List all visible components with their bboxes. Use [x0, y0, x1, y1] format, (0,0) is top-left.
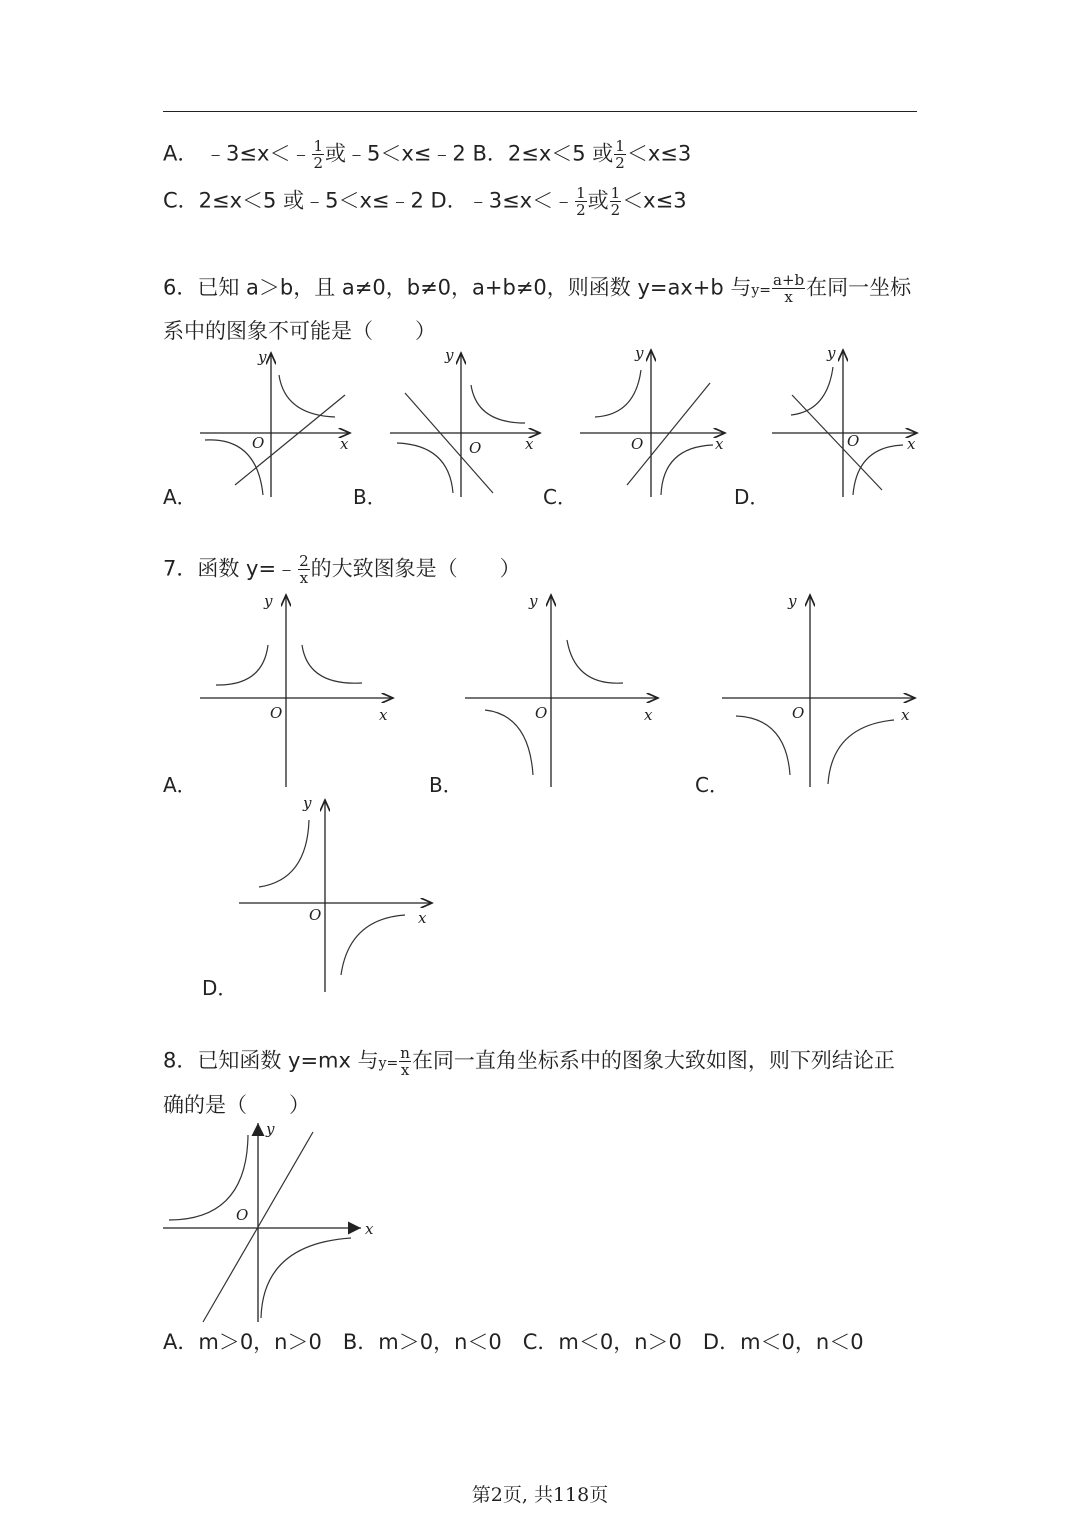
q6-option-d-label: D． — [734, 485, 770, 509]
y-label: y — [258, 348, 267, 366]
header-rule — [163, 111, 917, 112]
x-label: x — [525, 435, 534, 453]
origin-label: O — [309, 906, 322, 924]
x-label: x — [365, 1220, 374, 1238]
y-label: y — [827, 344, 836, 362]
denominator: 2 — [576, 201, 586, 219]
q6-graph-c — [575, 345, 735, 505]
denominator: 2 — [313, 154, 323, 172]
fraction — [772, 272, 805, 305]
numerator: 1 — [313, 137, 323, 155]
q7-graph-a — [198, 590, 403, 790]
hyperbola-branch — [828, 720, 894, 784]
q6-option-c-label: C． — [543, 485, 577, 509]
option-b-label: B． — [472, 141, 508, 166]
hyperbola-branch — [853, 445, 903, 495]
fraction — [614, 138, 626, 171]
option-c-label: C． — [163, 188, 199, 213]
linear-graph — [627, 383, 710, 485]
fraction — [312, 138, 324, 171]
q5-options-ab — [163, 138, 691, 171]
y-label: y — [303, 794, 312, 812]
hyperbola-branch — [261, 1238, 351, 1318]
q8-text: 在同一直角坐标系中的图象大致如图，则下列结论正 — [411, 1048, 895, 1073]
q6-stem-line1 — [163, 272, 911, 305]
hyperbola-branch — [595, 370, 641, 417]
denominator: x — [784, 288, 793, 306]
hyperbola-branch — [216, 645, 268, 685]
denominator: 2 — [615, 154, 625, 172]
origin-label: O — [792, 704, 805, 722]
hyperbola-branch — [791, 367, 833, 415]
fraction — [575, 185, 587, 218]
q7-stem — [163, 553, 521, 586]
q7-graph-b — [463, 590, 668, 790]
q6-option-a-label: A． — [163, 485, 197, 509]
option-d-text: 或 — [587, 188, 609, 213]
origin-label: O — [252, 434, 265, 452]
numerator: a+b — [773, 271, 805, 289]
q8-options: A．m＞0，n＞0 B．m＞0，n＜0 C．m＜0，n＞0 D．m＜0，n＜0 — [163, 1330, 864, 1354]
x-label: x — [907, 435, 916, 453]
q8-text: 8．已知函数 y=mx 与 — [163, 1048, 379, 1073]
numerator: 1 — [610, 184, 621, 202]
fraction — [399, 1045, 411, 1078]
x-label: x — [715, 435, 724, 453]
denominator: 2 — [610, 201, 621, 219]
x-label: x — [901, 706, 910, 724]
q6-option-b-label: B． — [353, 485, 387, 509]
option-b-text: ＜x≤3 — [626, 141, 692, 166]
numerator: n — [400, 1044, 410, 1062]
q7-text: 7．函数 y=﹣ — [163, 556, 298, 581]
hyperbola-branch — [471, 385, 525, 423]
q8-y-eq: y= — [378, 1055, 399, 1072]
denominator: x — [400, 1061, 410, 1079]
option-a-label: A． — [163, 141, 199, 166]
hyperbola-branch — [736, 716, 790, 775]
page-footer: 第2页, 共118页 — [471, 1484, 609, 1506]
y-label: y — [266, 1120, 275, 1138]
q7-option-a-label: A． — [163, 773, 197, 797]
hyperbola-branch — [302, 645, 362, 683]
hyperbola-branch — [397, 443, 453, 493]
q7-text: 的大致图象是（ ） — [310, 556, 521, 581]
option-d-text: ＜x≤3 — [622, 188, 687, 213]
option-d-text: ﹣3≤x＜﹣ — [467, 188, 575, 213]
hyperbola-branch — [661, 445, 713, 495]
q8-stem-line1 — [163, 1045, 895, 1078]
y-label: y — [264, 592, 273, 610]
hyperbola-branch — [485, 710, 533, 775]
option-c-text: 2≤x＜5 或﹣5＜x≤﹣2 — [198, 188, 424, 213]
numerator: 1 — [615, 137, 625, 155]
option-a-text: ﹣3≤x＜﹣ — [205, 141, 312, 166]
q6-stem-line2: 系中的图象不可能是（ ） — [163, 319, 436, 343]
q8-graph — [163, 1120, 383, 1325]
origin-label: O — [631, 435, 644, 453]
q7-option-b-label: B． — [429, 773, 463, 797]
y-label: y — [788, 592, 797, 610]
q6-text: 在同一坐标 — [806, 275, 912, 300]
denominator: x — [299, 569, 309, 587]
linear-graph — [792, 395, 882, 490]
q6-graph-d — [767, 345, 927, 505]
x-label: x — [379, 706, 388, 724]
x-label: x — [418, 909, 427, 927]
q7-option-c-label: C． — [695, 773, 729, 797]
y-label: y — [445, 346, 454, 364]
hyperbola-branch — [341, 915, 405, 975]
origin-label: O — [236, 1206, 249, 1224]
option-d-label: D． — [430, 188, 468, 213]
q5-options-cd — [163, 185, 687, 218]
hyperbola-branch — [259, 820, 309, 887]
q7-graph-d — [237, 795, 442, 995]
q7-option-d-label: D． — [202, 976, 238, 1000]
x-label: x — [644, 706, 653, 724]
fraction — [298, 553, 310, 586]
origin-label: O — [847, 432, 860, 450]
q8-stem-line2: 确的是（ ） — [163, 1093, 310, 1117]
q6-graph-b — [385, 345, 545, 505]
q6-text: 6．已知 a＞b，且 a≠0，b≠0，a+b≠0，则函数 y=ax+b 与 — [163, 275, 752, 300]
q6-graph-a — [195, 345, 355, 505]
y-label: y — [529, 592, 538, 610]
origin-label: O — [535, 704, 548, 722]
fraction — [610, 185, 622, 218]
hyperbola-branch — [567, 640, 623, 683]
numerator: 1 — [576, 184, 586, 202]
option-b-text: 2≤x＜5 或 — [507, 141, 614, 166]
q7-graph-c — [720, 590, 925, 790]
numerator: 2 — [299, 552, 309, 570]
q6-y-eq: y= — [751, 282, 772, 299]
x-label: x — [340, 435, 349, 453]
origin-label: O — [469, 439, 482, 457]
origin-label: O — [270, 704, 283, 722]
y-label: y — [635, 344, 644, 362]
option-a-text: 或﹣5＜x≤﹣2 — [325, 141, 466, 166]
